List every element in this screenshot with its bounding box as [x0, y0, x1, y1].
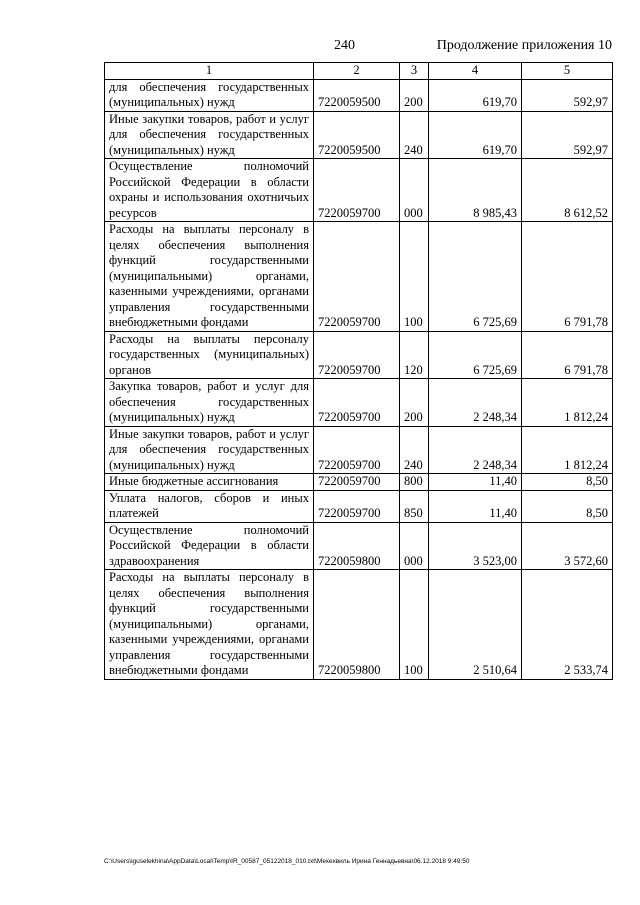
row-value-year1: 11,40	[429, 490, 522, 522]
row-value-year2: 592,97	[522, 79, 613, 111]
row-name: Расходы на выплаты персоналу государственных (муниципальных) органов	[105, 331, 314, 379]
row-code: 7220059700	[314, 490, 400, 522]
table-header-row	[105, 63, 613, 80]
row-value-year2: 592,97	[522, 111, 613, 159]
row-code: 7220059700	[314, 331, 400, 379]
row-value-year2: 6 791,78	[522, 222, 613, 332]
table-row	[105, 111, 613, 159]
column-header: 3	[400, 63, 429, 80]
column-header: 2	[314, 63, 400, 80]
row-value-year2: 1 812,24	[522, 379, 613, 427]
row-value-year2: 8,50	[522, 490, 613, 522]
row-name: Расходы на выплаты персоналу в целях обеспечения выполнения функций государственными (муниципальными) органами, казенными учреждениями, органами управления государственными внебюджетными фондами	[105, 222, 314, 332]
table-row	[105, 490, 613, 522]
column-header: 4	[429, 63, 522, 80]
row-value-year2: 8 612,52	[522, 159, 613, 222]
row-expense-type: 200	[400, 379, 429, 427]
row-value-year1: 2 510,64	[429, 570, 522, 680]
row-value-year1: 6 725,69	[429, 331, 522, 379]
row-expense-type: 100	[400, 222, 429, 332]
row-value-year1: 2 248,34	[429, 426, 522, 474]
row-expense-type: 240	[400, 426, 429, 474]
row-code: 7220059700	[314, 474, 400, 491]
row-expense-type: 800	[400, 474, 429, 491]
row-name: Осуществление полномочий Российской Федерации в области охраны и использования охотничьих ресурсов	[105, 159, 314, 222]
table-row	[105, 159, 613, 222]
table-row	[105, 522, 613, 570]
row-value-year2: 3 572,60	[522, 522, 613, 570]
row-expense-type: 120	[400, 331, 429, 379]
row-code: 7220059500	[314, 79, 400, 111]
table-row	[105, 79, 613, 111]
row-code: 7220059800	[314, 522, 400, 570]
row-code: 7220059800	[314, 570, 400, 680]
budget-table	[104, 62, 613, 680]
row-code: 7220059500	[314, 111, 400, 159]
table-row	[105, 570, 613, 680]
row-value-year1: 11,40	[429, 474, 522, 491]
row-value-year1: 619,70	[429, 79, 522, 111]
row-value-year1: 619,70	[429, 111, 522, 159]
row-name: Расходы на выплаты персоналу в целях обеспечения выполнения функций государственными (муниципальными) органами, казенными учреждениями, органами управления государственными внебюджетными фондами	[105, 570, 314, 680]
footer-file-path: C:\Users\iguselekhina\AppData\Local\Temp\IR_00587_05122018_010.txt\Мехехвиль Ирина Геннадьевна\06.12.2018 9:49:50	[104, 858, 470, 865]
table-row	[105, 222, 613, 332]
table-row	[105, 474, 613, 491]
row-name: Иные закупки товаров, работ и услуг для обеспечения государственных (муниципальных) нужд	[105, 111, 314, 159]
row-code: 7220059700	[314, 426, 400, 474]
row-value-year1: 6 725,69	[429, 222, 522, 332]
row-expense-type: 850	[400, 490, 429, 522]
row-expense-type: 100	[400, 570, 429, 680]
table-row	[105, 426, 613, 474]
row-value-year2: 2 533,74	[522, 570, 613, 680]
row-name: Закупка товаров, работ и услуг для обеспечения государственных (муниципальных) нужд	[105, 379, 314, 427]
row-expense-type: 200	[400, 79, 429, 111]
page-number: 240	[334, 38, 355, 53]
row-name: Иные бюджетные ассигнования	[105, 474, 314, 491]
table-row	[105, 331, 613, 379]
budget-table-body	[105, 63, 613, 680]
table-row	[105, 379, 613, 427]
row-name: Осуществление полномочий Российской Федерации в области здравоохранения	[105, 522, 314, 570]
row-code: 7220059700	[314, 379, 400, 427]
row-code: 7220059700	[314, 159, 400, 222]
row-name: Уплата налогов, сборов и иных платежей	[105, 490, 314, 522]
column-header: 1	[105, 63, 314, 80]
row-value-year2: 6 791,78	[522, 331, 613, 379]
row-value-year1: 2 248,34	[429, 379, 522, 427]
row-name: Иные закупки товаров, работ и услуг для обеспечения государственных (муниципальных) нужд	[105, 426, 314, 474]
row-code: 7220059700	[314, 222, 400, 332]
row-value-year2: 1 812,24	[522, 426, 613, 474]
row-name: для обеспечения государственных (муниципальных) нужд	[105, 79, 314, 111]
appendix-continuation-header: Продолжение приложения 10	[436, 38, 612, 53]
row-expense-type: 000	[400, 159, 429, 222]
row-value-year1: 8 985,43	[429, 159, 522, 222]
row-expense-type: 000	[400, 522, 429, 570]
row-expense-type: 240	[400, 111, 429, 159]
column-header: 5	[522, 63, 613, 80]
row-value-year2: 8,50	[522, 474, 613, 491]
row-value-year1: 3 523,00	[429, 522, 522, 570]
